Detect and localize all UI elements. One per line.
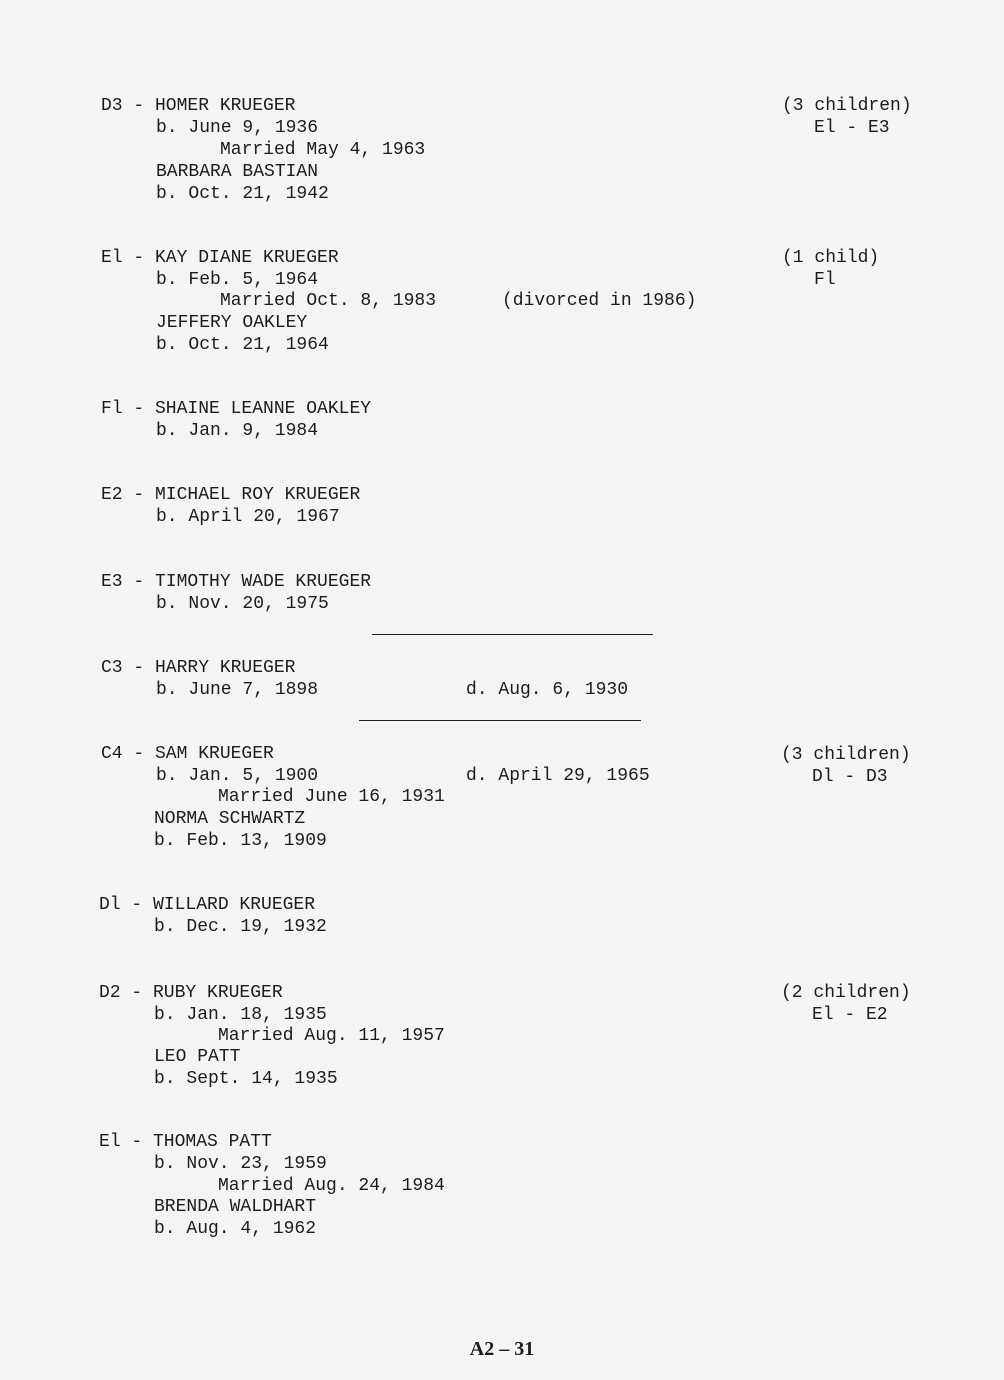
spouse-name: LEO PATT [154,1047,241,1067]
entry-heading: C3 - HARRY KRUEGER [101,658,296,678]
marriage-date: Married Oct. 8, 1983 [220,291,437,311]
entry-heading: El - KAY DIANE KRUEGER [101,248,339,268]
birth-date: b. Feb. 5, 1964 [156,270,319,290]
marriage-date: Married June 16, 1931 [218,787,445,807]
spouse-birth-date: b. Aug. 4, 1962 [154,1219,317,1239]
children-range: El - E2 [812,1005,888,1025]
children-count: (2 children) [781,983,911,1003]
spouse-birth-date: b. Sept. 14, 1935 [154,1069,338,1089]
death-date: d. April 29, 1965 [466,766,650,786]
spouse-name: BRENDA WALDHART [154,1197,317,1217]
death-date: d. Aug. 6, 1930 [466,680,629,700]
entry-heading: C4 - SAM KRUEGER [101,744,274,764]
section-divider [359,720,641,721]
children-range: Fl [814,270,836,290]
divorce-note: (divorced in 1986) [502,291,697,311]
spouse-name: NORMA SCHWARTZ [154,809,306,829]
children-count: (3 children) [782,96,912,116]
birth-date: b. June 9, 1936 [156,118,319,138]
marriage-date: Married May 4, 1963 [220,140,426,160]
spouse-birth-date: b. Feb. 13, 1909 [154,831,327,851]
section-divider [372,634,653,635]
marriage-date: Married Aug. 24, 1984 [218,1176,445,1196]
entry-heading: E2 - MICHAEL ROY KRUEGER [101,485,361,505]
children-count: (1 child) [782,248,880,268]
birth-date: b. June 7, 1898 [156,680,319,700]
birth-date: b. Dec. 19, 1932 [154,917,327,937]
entry-heading: Fl - SHAINE LEANNE OAKLEY [101,399,372,419]
spouse-name: BARBARA BASTIAN [156,162,319,182]
birth-date: b. Jan. 18, 1935 [154,1005,327,1025]
birth-date: b. Jan. 5, 1900 [156,766,319,786]
entry-heading: D3 - HOMER KRUEGER [101,96,296,116]
entry-heading: Dl - WILLARD KRUEGER [99,895,316,915]
children-range: Dl - D3 [812,767,888,787]
page-number: A2 – 31 [469,1338,535,1360]
spouse-birth-date: b. Oct. 21, 1942 [156,184,329,204]
children-count: (3 children) [781,745,911,765]
spouse-birth-date: b. Oct. 21, 1964 [156,335,329,355]
children-range: El - E3 [814,118,890,138]
birth-date: b. Jan. 9, 1984 [156,421,319,441]
marriage-date: Married Aug. 11, 1957 [218,1026,445,1046]
birth-date: b. Nov. 23, 1959 [154,1154,327,1174]
spouse-name: JEFFERY OAKLEY [156,313,308,333]
entry-heading: E3 - TIMOTHY WADE KRUEGER [101,572,372,592]
entry-heading: El - THOMAS PATT [99,1132,272,1152]
birth-date: b. April 20, 1967 [156,507,340,527]
entry-heading: D2 - RUBY KRUEGER [99,983,283,1003]
birth-date: b. Nov. 20, 1975 [156,594,329,614]
